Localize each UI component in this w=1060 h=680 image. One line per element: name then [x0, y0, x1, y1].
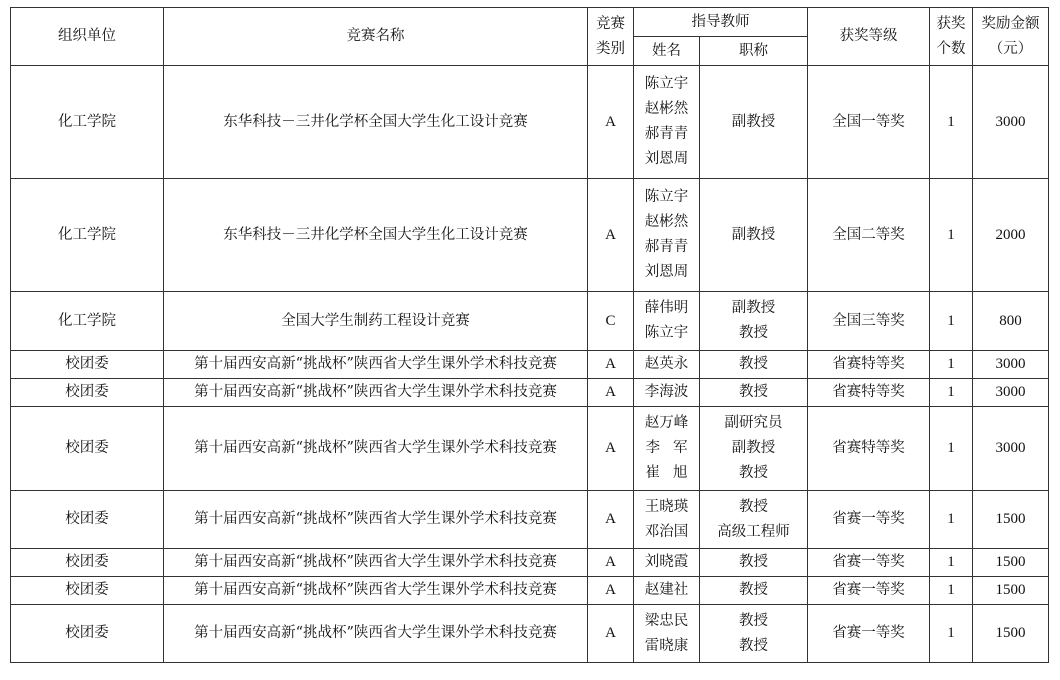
header-category-line: 类别: [596, 40, 625, 57]
advisor-name-cell-line: 崔旭: [645, 465, 701, 481]
award-level-cell: 省赛一等奖: [808, 491, 930, 549]
advisor-title-cell-line: 副研究员: [724, 415, 783, 431]
header-count-line: 个数: [936, 40, 966, 57]
award-count-cell: 1: [930, 549, 973, 577]
award-amount-cell: 2000: [973, 179, 1049, 292]
org-cell: 校团委: [11, 407, 164, 491]
header-amount-line: 奖励金额: [981, 15, 1040, 32]
advisor-name-cell-line: 陈立宇: [644, 325, 689, 341]
table-row: [11, 179, 1049, 292]
competition-cell: 第十届西安高新“挑战杯”陕西省大学生课外学术科技竞赛: [164, 605, 588, 663]
table-row: [11, 549, 1049, 577]
advisor-title-cell-line: 教授: [739, 582, 768, 598]
award-level-cell: 全国三等奖: [808, 292, 930, 351]
table-row: [11, 491, 1049, 549]
advisor-title-cell-line: 副教授: [731, 113, 776, 130]
category-cell: A: [588, 379, 634, 407]
award-count-cell: 1: [930, 407, 973, 491]
advisor-name-cell-line: 刘晓霞: [644, 554, 689, 570]
table-row: [11, 577, 1049, 605]
award-count-cell: 1: [930, 577, 973, 605]
header-advisor-title: 职称: [700, 37, 808, 66]
advisor-name-cell-line: 刘恩周: [644, 151, 689, 167]
award-level-cell: 省赛一等奖: [808, 577, 930, 605]
award-count-cell: 1: [930, 491, 973, 549]
table-body: [11, 66, 1049, 663]
competition-cell: 第十届西安高新“挑战杯”陕西省大学生课外学术科技竞赛: [164, 491, 588, 549]
advisor-name-cell: [634, 577, 700, 605]
org-cell: 化工学院: [11, 179, 164, 292]
award-level-cell: 省赛一等奖: [808, 605, 930, 663]
header-count-line: 获奖: [936, 15, 966, 32]
table-row: [11, 351, 1049, 379]
advisor-title-cell: [700, 577, 808, 605]
advisor-name-cell-line: 郝青青: [644, 239, 689, 255]
competition-cell: 第十届西安高新“挑战杯”陕西省大学生课外学术科技竞赛: [164, 351, 588, 379]
category-cell: A: [588, 179, 634, 292]
advisor-name-cell-line: 郝青青: [644, 126, 689, 142]
org-cell: 校团委: [11, 351, 164, 379]
category-cell: A: [588, 549, 634, 577]
advisor-name-cell: [634, 66, 700, 179]
award-amount-cell: 3000: [973, 379, 1049, 407]
award-count-cell: 1: [930, 379, 973, 407]
advisor-title-cell: [700, 66, 808, 179]
org-cell: 化工学院: [11, 292, 164, 351]
award-level-cell: 全国一等奖: [808, 66, 930, 179]
table-header: [11, 8, 1049, 66]
header-amount: [973, 8, 1049, 66]
advisor-title-cell-line: 教授: [739, 465, 768, 481]
category-cell: A: [588, 577, 634, 605]
category-cell: C: [588, 292, 634, 351]
table-row: [11, 292, 1049, 351]
advisor-title-cell-line: 副教授: [731, 300, 776, 316]
advisor-name-cell: [634, 351, 700, 379]
advisor-name-cell-line: 薛伟明: [644, 300, 689, 316]
org-cell: 校团委: [11, 379, 164, 407]
advisor-title-cell-line: 副教授: [731, 440, 776, 456]
competition-cell: 全国大学生制药工程设计竞赛: [164, 292, 588, 351]
advisor-title-cell-line: 教授: [739, 356, 768, 372]
header-advisor: 指导教师: [634, 8, 808, 37]
category-cell: A: [588, 491, 634, 549]
advisor-name-cell: [634, 549, 700, 577]
advisor-name-cell-line: 王晓瑛: [644, 498, 689, 515]
category-cell: A: [588, 351, 634, 379]
advisor-name-cell-line: 李军: [645, 440, 701, 456]
competition-cell: 东华科技－三井化学杯全国大学生化工设计竞赛: [164, 66, 588, 179]
advisor-title-cell-line: 教授: [739, 554, 768, 570]
header-amount-line: （元）: [988, 40, 1033, 57]
advisor-name-cell-line: 赵万峰: [644, 415, 689, 431]
award-amount-cell: 1500: [973, 577, 1049, 605]
award-count-cell: 1: [930, 179, 973, 292]
award-amount-cell: 1500: [973, 491, 1049, 549]
advisor-name-cell: [634, 379, 700, 407]
advisor-title-cell: [700, 407, 808, 491]
advisor-name-cell-line: 陈立宇: [644, 76, 689, 92]
table-row: [11, 407, 1049, 491]
org-cell: 校团委: [11, 605, 164, 663]
header-category: [588, 8, 634, 66]
advisor-name-cell-line: 赵彬然: [644, 101, 689, 117]
award-level-cell: 省赛特等奖: [808, 351, 930, 379]
header-category-line: 竞赛: [596, 15, 625, 32]
advisor-name-cell-line: 邓治国: [644, 523, 689, 540]
award-level-cell: 省赛特等奖: [808, 379, 930, 407]
award-amount-cell: 800: [973, 292, 1049, 351]
advisor-name-cell: [634, 179, 700, 292]
org-cell: 校团委: [11, 549, 164, 577]
competition-cell: 第十届西安高新“挑战杯”陕西省大学生课外学术科技竞赛: [164, 407, 588, 491]
award-amount-cell: 3000: [973, 66, 1049, 179]
advisor-name-cell-line: 陈立宇: [644, 189, 689, 205]
advisor-name-cell-line: 雷晓康: [644, 637, 689, 654]
org-cell: 化工学院: [11, 66, 164, 179]
award-count-cell: 1: [930, 292, 973, 351]
advisor-title-cell-line: 教授: [739, 384, 768, 400]
award-count-cell: 1: [930, 66, 973, 179]
advisor-title-cell-line: 教授: [739, 498, 768, 515]
header-competition: 竞赛名称: [164, 8, 588, 66]
advisor-name-cell-line: 刘恩周: [644, 264, 689, 280]
advisor-name-cell: [634, 292, 700, 351]
advisor-title-cell-line: 教授: [739, 325, 768, 341]
advisor-title-cell: [700, 379, 808, 407]
header-level: 获奖等级: [808, 8, 930, 66]
award-level-cell: 省赛一等奖: [808, 549, 930, 577]
advisor-title-cell: [700, 292, 808, 351]
advisor-title-cell: [700, 605, 808, 663]
award-level-cell: 省赛特等奖: [808, 407, 930, 491]
advisor-name-cell-line: 赵英永: [644, 356, 689, 372]
advisor-title-cell: [700, 351, 808, 379]
header-advisor-name: 姓名: [634, 37, 700, 66]
award-amount-cell: 1500: [973, 605, 1049, 663]
advisor-name-cell-line: 赵建社: [644, 582, 689, 598]
award-count-cell: 1: [930, 605, 973, 663]
award-table: [10, 7, 1049, 663]
award-amount-cell: 3000: [973, 407, 1049, 491]
advisor-name-cell: [634, 407, 700, 491]
header-count: [930, 8, 973, 66]
award-amount-cell: 1500: [973, 549, 1049, 577]
advisor-title-cell: [700, 549, 808, 577]
competition-cell: 东华科技－三井化学杯全国大学生化工设计竞赛: [164, 179, 588, 292]
award-count-cell: 1: [930, 351, 973, 379]
advisor-name-cell-line: 李海波: [644, 384, 689, 400]
advisor-name-cell: [634, 491, 700, 549]
advisor-title-cell-line: 教授: [739, 637, 768, 654]
category-cell: A: [588, 605, 634, 663]
advisor-name-cell-line: 梁忠民: [644, 612, 689, 629]
advisor-title-cell-line: 副教授: [731, 226, 776, 243]
category-cell: A: [588, 66, 634, 179]
org-cell: 校团委: [11, 577, 164, 605]
table-row: [11, 605, 1049, 663]
org-cell: 校团委: [11, 491, 164, 549]
advisor-title-cell: [700, 491, 808, 549]
table-row: [11, 66, 1049, 179]
award-level-cell: 全国二等奖: [808, 179, 930, 292]
advisor-name-cell: [634, 605, 700, 663]
competition-cell: 第十届西安高新“挑战杯”陕西省大学生课外学术科技竞赛: [164, 549, 588, 577]
advisor-title-cell-line: 教授: [739, 612, 768, 629]
competition-cell: 第十届西安高新“挑战杯”陕西省大学生课外学术科技竞赛: [164, 379, 588, 407]
advisor-title-cell: [700, 179, 808, 292]
header-org: 组织单位: [11, 8, 164, 66]
award-amount-cell: 3000: [973, 351, 1049, 379]
table-row: [11, 379, 1049, 407]
advisor-title-cell-line: 高级工程师: [717, 523, 790, 540]
category-cell: A: [588, 407, 634, 491]
competition-cell: 第十届西安高新“挑战杯”陕西省大学生课外学术科技竞赛: [164, 577, 588, 605]
advisor-name-cell-line: 赵彬然: [644, 214, 689, 230]
